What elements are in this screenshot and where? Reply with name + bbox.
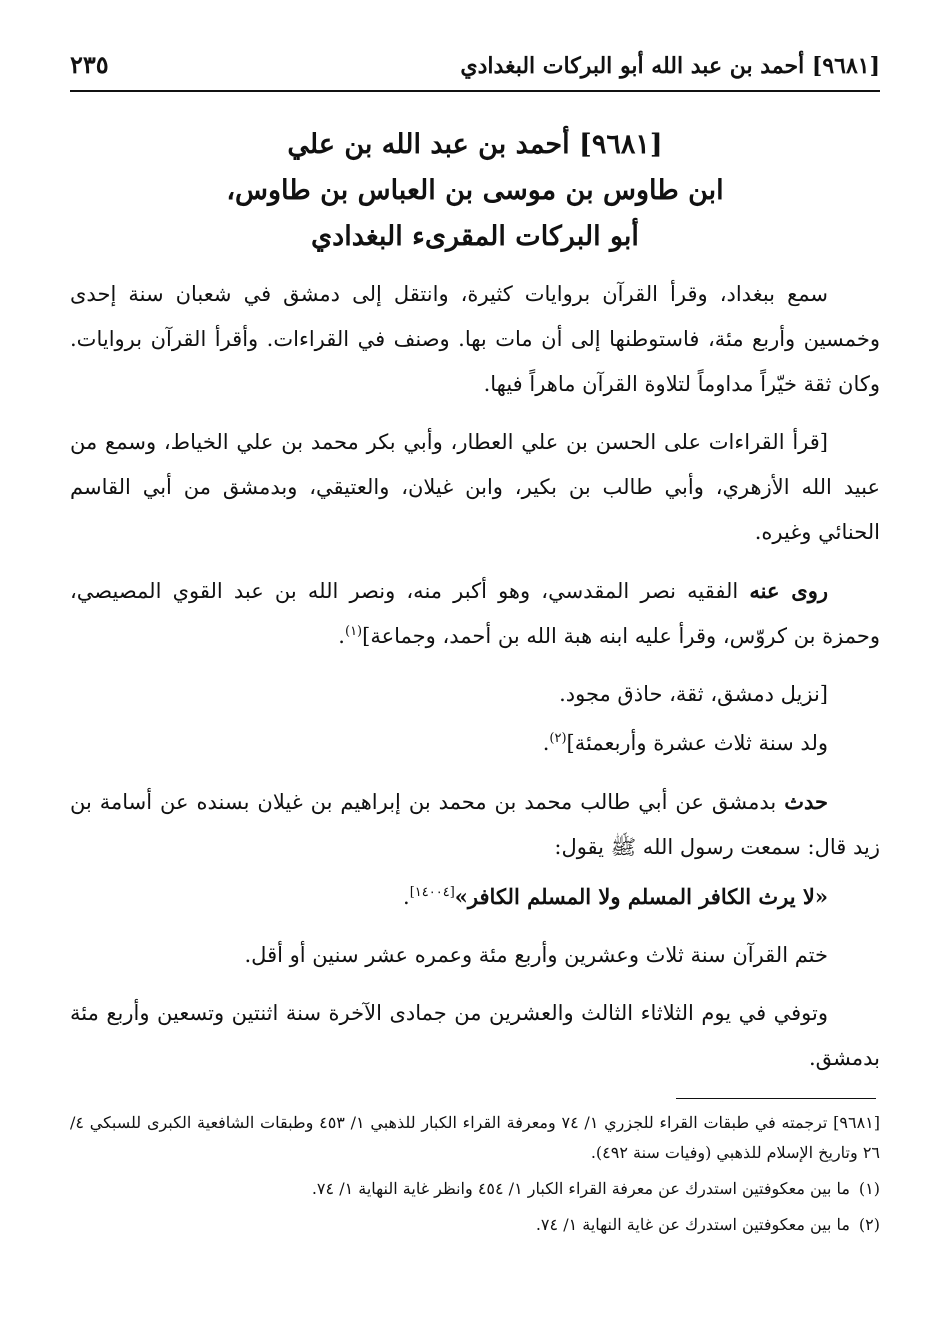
footnote-1-text: ما بين معكوفتين استدرك عن معرفة القراء الكبار ١/ ٤٥٤ وانظر غاية النهاية ١/ ٧٤. bbox=[311, 1179, 850, 1198]
hadith-end: . bbox=[403, 885, 410, 909]
paragraph-3 bbox=[70, 568, 880, 659]
paragraph-8: وتوفي في يوم الثلاثاء الثالث والعشرين من جمادى الآخرة سنة اثنتين وتسعين وأربع مئة بدمشق. bbox=[70, 1001, 880, 1070]
paragraph-2: [قرأ القراءات على الحسن بن علي العطار، وأبي بكر محمد بن علي الخياط، وسمع من عبيد الله الأزهري، وأبي طالب بن بكير، وابن غيلان، والعتيقي، وبدمشق من أبي القاسم الحنائي وغيره. bbox=[70, 430, 880, 544]
paragraph-3-lead: روى عنه bbox=[749, 578, 829, 603]
footnote-1 bbox=[70, 1174, 880, 1204]
paragraph-5 bbox=[70, 721, 880, 766]
page-number: ٢٣٥ bbox=[70, 50, 109, 79]
running-header bbox=[70, 50, 880, 92]
footnote-2-number: (٢) bbox=[858, 1215, 880, 1234]
footnote-divider bbox=[676, 1098, 876, 1099]
hadith-number: [١٤٠٠٤] bbox=[409, 885, 455, 900]
entry-heading bbox=[70, 122, 880, 260]
paragraph-3-end: . bbox=[338, 624, 345, 648]
footnote-main: [٩٦٨١] ترجمته في طبقات القراء للجزري ١/ ٧٤ ومعرفة القراء الكبار للذهبي ١/ ٤٥٣ وطبقات الشافعية الكبرى للسبكي ٤/ ٢٦ وتاريخ الإسلام للذهبي (وفيات سنة ٤٩٢). bbox=[70, 1113, 881, 1162]
paragraph-6 bbox=[70, 779, 880, 870]
running-title: [٩٦٨١] أحمد بن عبد الله أبو البركات البغدادي bbox=[460, 53, 880, 79]
paragraph-6-text: بدمشق عن أبي طالب محمد بن محمد بن إبراهيم بن غيلان بسنده عن أسامة بن زيد قال: سمعت رسول الله ﷺ يقول: bbox=[70, 790, 880, 859]
paragraph-6-lead: حدث bbox=[784, 789, 828, 814]
footnote-ref-1: (١) bbox=[344, 624, 363, 639]
footnote-2-text: ما بين معكوفتين استدرك عن غاية النهاية ١/ ٧٤. bbox=[535, 1215, 850, 1234]
paragraph-5-text: ولد سنة ثلاث عشرة وأربعمئة] bbox=[566, 731, 828, 755]
hadith-quote: «لا يرث الكافر المسلم ولا المسلم الكافر» bbox=[454, 884, 828, 909]
paragraph-1: سمع ببغداد، وقرأ القرآن بروايات كثيرة، وانتقل إلى دمشق في شعبان سنة إحدى وخمسين وأربع مئة، فاستوطنها إلى أن مات بها. وصنف في القراءات. وأقرأ القرآن بروايات. وكان ثقة خيّراً مداوماً لتلاوة القرآن ماهراً فيها. bbox=[70, 282, 880, 396]
footnotes bbox=[70, 1108, 880, 1246]
paragraph-7: ختم القرآن سنة ثلاث وعشرين وأربع مئة وعمره عشر سنين أو أقل. bbox=[244, 943, 828, 967]
paragraph-4: [نزيل دمشق، ثقة، حاذق مجود. bbox=[559, 682, 828, 706]
entry-heading-line1: [٩٦٨١] أحمد بن عبد الله بن علي bbox=[287, 129, 663, 160]
hadith-text bbox=[70, 874, 880, 920]
book-page bbox=[70, 50, 880, 1094]
footnote-1-number: (١) bbox=[858, 1179, 880, 1198]
entry-heading-line3: أبو البركات المقرىء البغدادي bbox=[311, 221, 639, 252]
footnote-2 bbox=[70, 1210, 880, 1240]
paragraph-3-text: الفقيه نصر المقدسي، وهو أكبر منه، ونصر الله بن عبد القوي المصيصي، وحمزة بن كروّس، وقرأ عليه ابنه هبة الله بن أحمد، وجماعة] bbox=[70, 579, 880, 648]
footnote-ref-2: (٢) bbox=[549, 731, 567, 746]
entry-body bbox=[70, 272, 880, 1081]
paragraph-5-end: . bbox=[542, 731, 550, 755]
entry-heading-line2: ابن طاوس بن موسى بن العباس بن طاوس، bbox=[226, 175, 724, 206]
